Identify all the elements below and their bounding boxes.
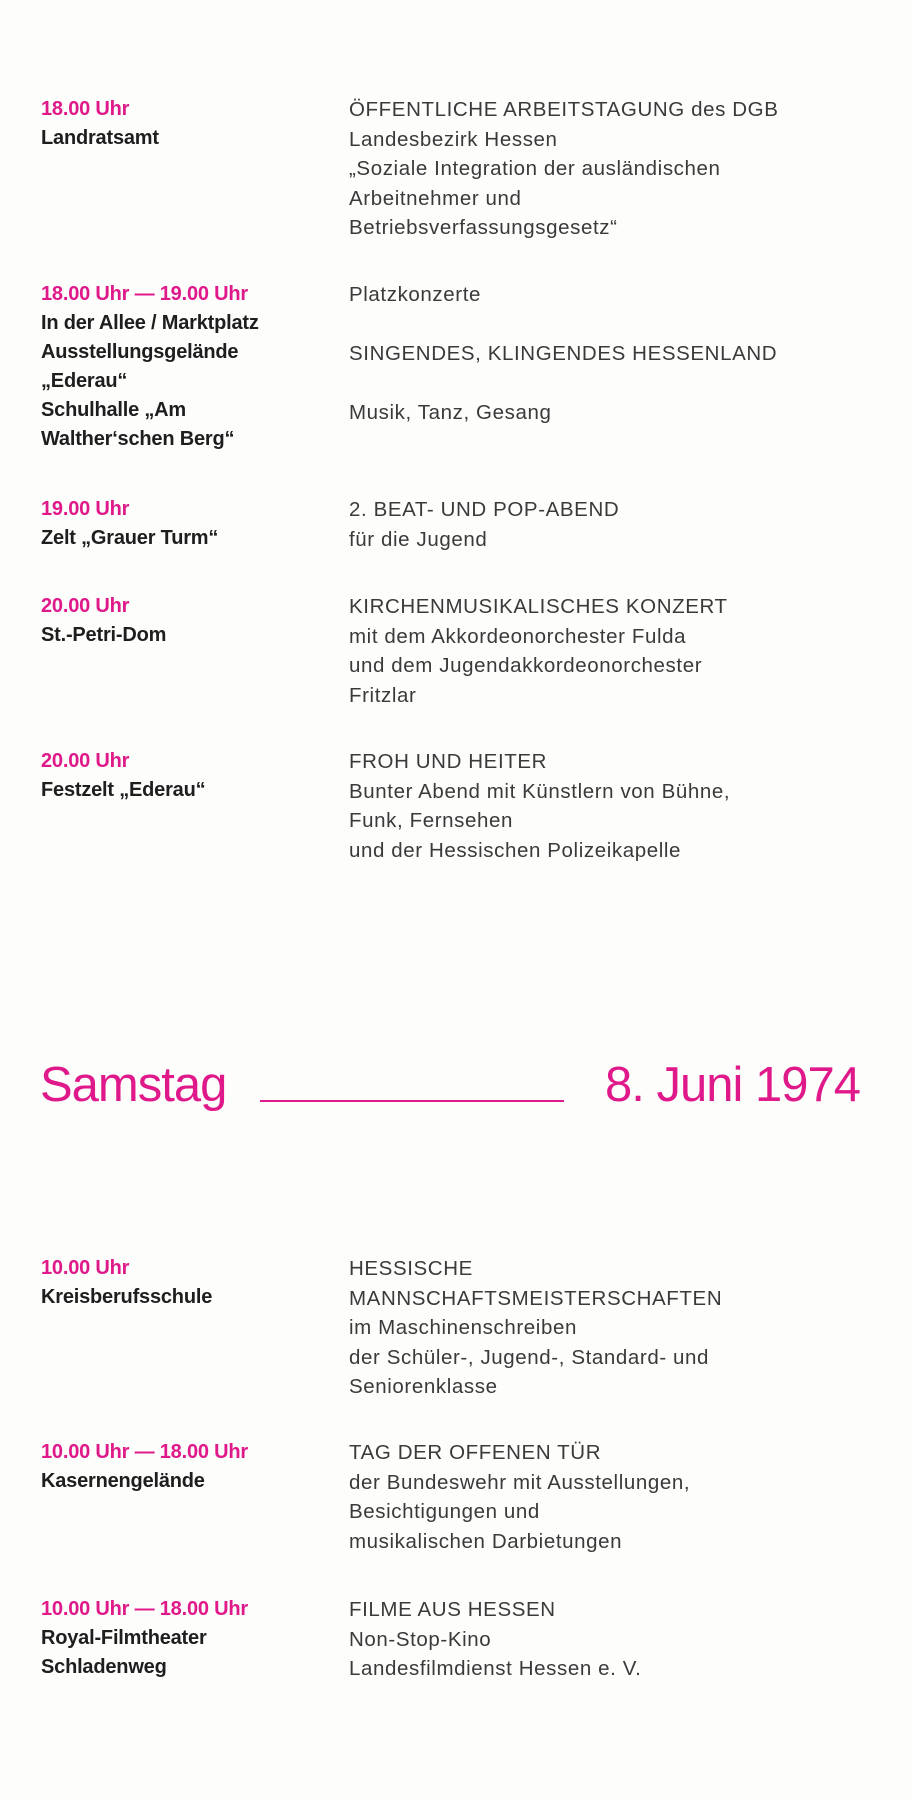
event-when-where bbox=[41, 280, 331, 454]
event-detail-line: Funk, Fernsehen bbox=[349, 809, 513, 832]
event-title: MANNSCHAFTSMEISTERSCHAFTEN bbox=[349, 1286, 723, 1310]
event-detail-line: Besichtigungen und bbox=[349, 1500, 540, 1523]
event-place: St.-Petri-Dom bbox=[41, 624, 167, 646]
event-details bbox=[349, 592, 889, 710]
event-detail-line: Betriebsverfassungsgesetz“ bbox=[349, 216, 618, 239]
event-details bbox=[349, 280, 889, 428]
event-detail-line: Non-Stop-Kino bbox=[349, 1627, 492, 1651]
event-place: Festzelt „Ederau“ bbox=[41, 779, 206, 801]
event-detail-line: im Maschinenschreiben bbox=[349, 1316, 577, 1339]
event-title: Platzkonzerte bbox=[349, 283, 482, 306]
day-header-rule bbox=[260, 1100, 564, 1102]
event-detail-line: Fritzlar bbox=[349, 683, 417, 707]
event-detail-line: mit dem Akkordeonorchester Fulda bbox=[349, 624, 687, 648]
event-title: SINGENDES, KLINGENDES HESSENLAND bbox=[349, 342, 778, 365]
event-title: HESSISCHE bbox=[349, 1257, 473, 1280]
event-detail-line: für die Jugend bbox=[349, 527, 488, 551]
event-title: FILME AUS HESSEN bbox=[349, 1598, 556, 1621]
event-place: In der Allee / Marktplatz bbox=[41, 312, 259, 334]
event-details bbox=[349, 1595, 889, 1684]
event-time: 18.00 Uhr — 19.00 Uhr bbox=[41, 283, 249, 305]
event-details bbox=[349, 1438, 889, 1556]
event-time: 18.00 Uhr bbox=[41, 98, 130, 120]
event-when-where bbox=[41, 1438, 331, 1496]
event-time: 20.00 Uhr bbox=[41, 595, 130, 617]
event-time: 10.00 Uhr bbox=[41, 1257, 130, 1279]
event-title: ÖFFENTLICHE ARBEITSTAGUNG des DGB bbox=[349, 98, 779, 121]
event-when-where bbox=[41, 1254, 331, 1312]
day-date: 8. Juni 1974 bbox=[605, 1058, 860, 1112]
event-when-where bbox=[41, 592, 331, 650]
event-time: 10.00 Uhr — 18.00 Uhr bbox=[41, 1598, 249, 1620]
event-when-where bbox=[41, 747, 331, 805]
event-place: Royal-Filmtheater bbox=[41, 1627, 207, 1649]
event-title: KIRCHENMUSIKALISCHES KONZERT bbox=[349, 595, 728, 618]
event-title: FROH UND HEITER bbox=[349, 750, 548, 773]
event-time: 20.00 Uhr bbox=[41, 750, 130, 772]
event-place: „Ederau“ bbox=[41, 370, 128, 392]
event-place: Ausstellungsgelände bbox=[41, 341, 239, 363]
event-title: 2. BEAT- UND POP-ABEND bbox=[349, 498, 620, 521]
event-detail-line: „Soziale Integration der ausländischen bbox=[349, 157, 721, 180]
event-when-where bbox=[41, 1595, 331, 1682]
event-details bbox=[349, 747, 889, 865]
event-place: Zelt „Grauer Turm“ bbox=[41, 527, 219, 549]
event-place: Schulhalle „Am bbox=[41, 399, 187, 421]
day-header bbox=[40, 1055, 860, 1115]
event-details bbox=[349, 95, 889, 243]
event-detail-line: der Schüler-, Jugend-, Standard- und bbox=[349, 1345, 710, 1369]
event-place: Kreisberufsschule bbox=[41, 1286, 213, 1308]
event-detail-line: Seniorenklasse bbox=[349, 1375, 498, 1398]
event-detail-line: der Bundeswehr mit Ausstellungen, bbox=[349, 1470, 691, 1494]
event-place: Schladenweg bbox=[41, 1656, 167, 1678]
day-name: Samstag bbox=[40, 1058, 227, 1112]
event-detail-line: Landesfilmdienst Hessen e. V. bbox=[349, 1657, 642, 1680]
event-detail-line: und der Hessischen Polizeikapelle bbox=[349, 838, 682, 862]
event-detail-line: Bunter Abend mit Künstlern von Bühne, bbox=[349, 779, 731, 803]
event-title: TAG DER OFFENEN TÜR bbox=[349, 1441, 602, 1464]
event-place: Kasernengelände bbox=[41, 1470, 205, 1492]
event-place: Landratsamt bbox=[41, 127, 159, 149]
event-when-where bbox=[41, 95, 331, 153]
event-detail-line: Landesbezirk Hessen bbox=[349, 127, 558, 151]
event-details bbox=[349, 1254, 889, 1402]
event-detail-line: Arbeitnehmer und bbox=[349, 186, 522, 210]
event-detail-line: und dem Jugendakkordeonorchester bbox=[349, 654, 703, 677]
event-when-where bbox=[41, 495, 331, 553]
event-detail-line: Musik, Tanz, Gesang bbox=[349, 401, 552, 424]
event-detail-line: musikalischen Darbietungen bbox=[349, 1529, 623, 1553]
event-details bbox=[349, 495, 889, 554]
event-time: 19.00 Uhr bbox=[41, 498, 130, 520]
event-place: Walther‘schen Berg“ bbox=[41, 428, 235, 450]
event-time: 10.00 Uhr — 18.00 Uhr bbox=[41, 1441, 249, 1463]
